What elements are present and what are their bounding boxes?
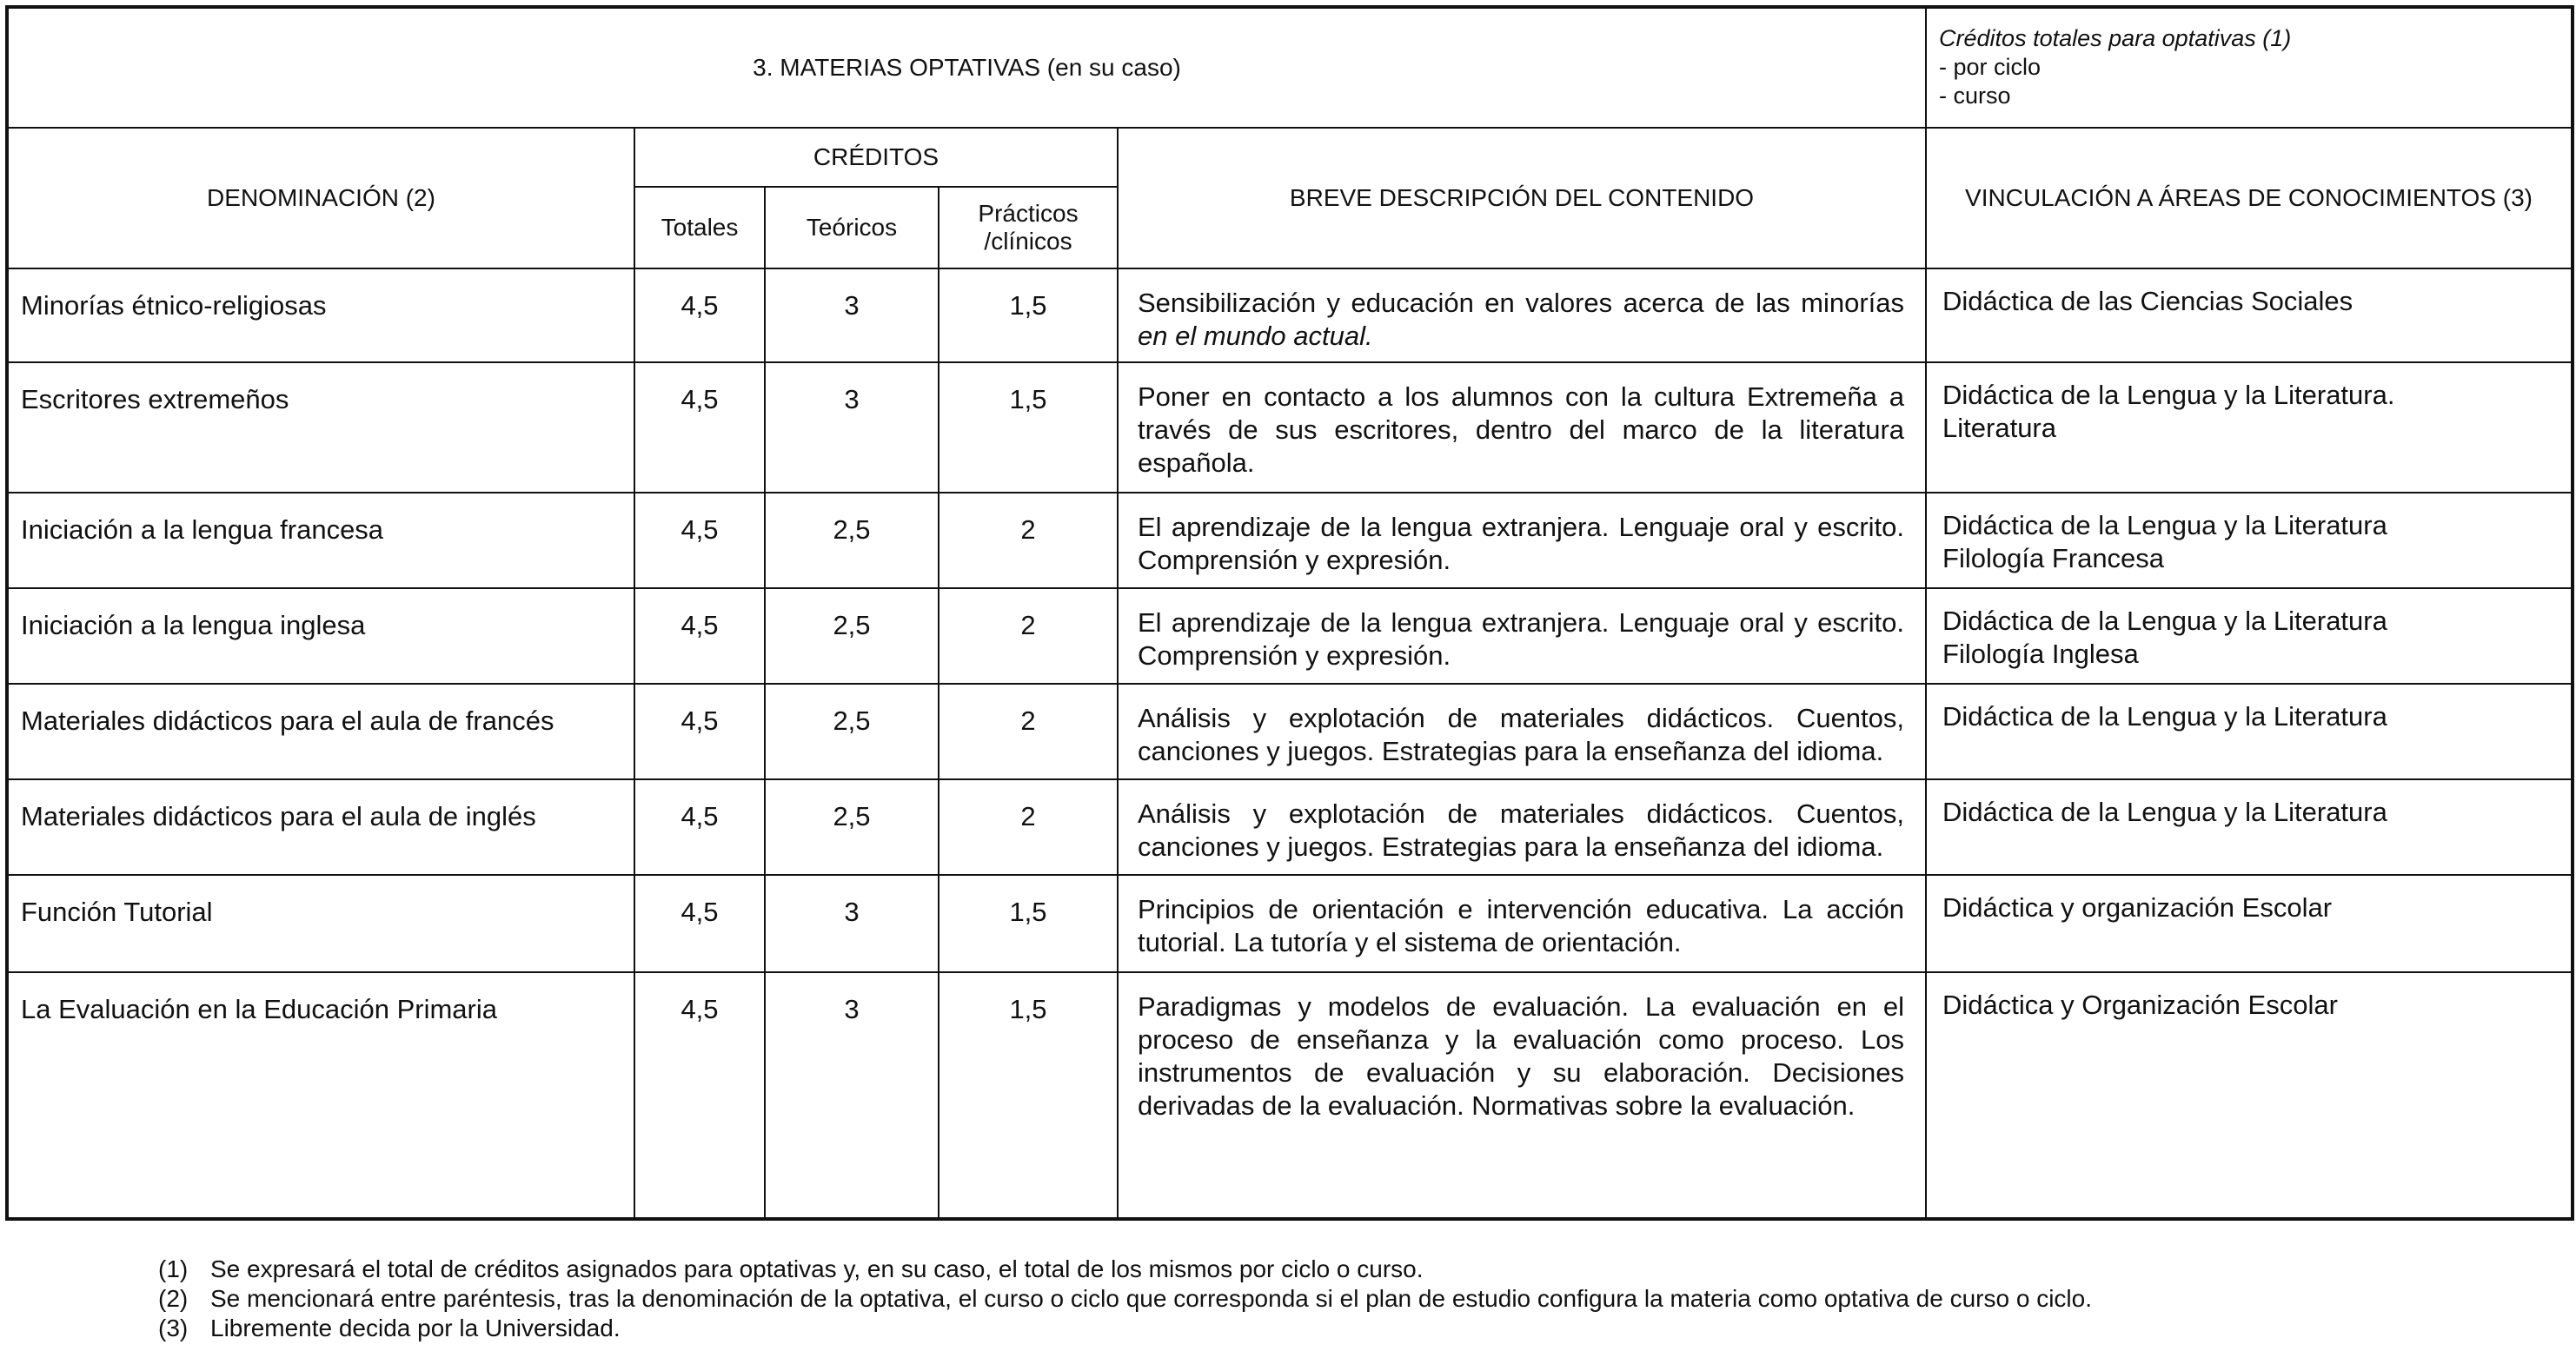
content-description (1118, 684, 1926, 779)
knowledge-area (1926, 684, 2573, 779)
credits-practicos: 2 (939, 779, 1118, 875)
table-row (7, 972, 2573, 1219)
col-creditos: CRÉDITOS (634, 128, 1118, 187)
table-row (7, 588, 2573, 684)
col-totales: Totales (634, 187, 765, 268)
credits-practicos: 1,5 (939, 972, 1118, 1219)
table-row (7, 684, 2573, 779)
knowledge-area (1926, 493, 2573, 588)
knowledge-area-line1: Didáctica de la Lengua y la Literatura. (1942, 380, 2395, 410)
content-description (1118, 493, 1926, 588)
subject-name: Iniciación a la lengua inglesa (7, 588, 634, 684)
description-text: Paradigmas y modelos de evaluación. La evaluación en el proceso de enseñanza y la evaluación como proceso. Los instrumentos de evaluación y su elaboración. Decisiones derivadas de la evaluación. Normativas sobre la evaluación. (1138, 991, 1905, 1121)
table-row (7, 779, 2573, 875)
credits-teoricos: 2,5 (765, 779, 939, 875)
knowledge-area-line1: Didáctica y Organización Escolar (1942, 990, 2338, 1020)
subject-name: Minorías étnico-religiosas (7, 268, 634, 362)
description-text: El aprendizaje de la lengua extranjera. Lenguaje oral y escrito. Comprensión y expresión. (1138, 512, 1905, 575)
footnote-text: Se expresará el total de créditos asignados para optativas y, en su caso, el total de los mismos por ciclo o curso. (210, 1255, 1424, 1282)
credits-teoricos: 3 (765, 362, 939, 493)
section-title: 3. MATERIAS OPTATIVAS (en su caso) (7, 7, 1926, 128)
content-description (1118, 972, 1926, 1219)
subject-name: Escritores extremeños (7, 362, 634, 493)
knowledge-area (1926, 875, 2573, 972)
knowledge-area-line1: Didáctica de la Lengua y la Literatura (1942, 701, 2387, 732)
knowledge-area-line2: Filología Inglesa (1942, 639, 2139, 669)
footnote-number: (1) (158, 1255, 189, 1282)
credits-practicos: 1,5 (939, 268, 1118, 362)
knowledge-area (1926, 588, 2573, 684)
credits-teoricos: 3 (765, 972, 939, 1219)
document-sheet (5, 5, 2571, 1341)
credits-box-line2: - por ciclo (1939, 54, 2042, 80)
knowledge-area (1926, 972, 2573, 1219)
description-text: El aprendizaje de la lengua extranjera. Lenguaje oral y escrito. Comprensión y expresión. (1138, 607, 1905, 671)
content-description (1118, 779, 1926, 875)
footnote (158, 1255, 2092, 1284)
knowledge-area-line1: Didáctica y organización Escolar (1942, 892, 2333, 923)
col-vinculacion: VINCULACIÓN A ÁREAS DE CONOCIMIENTOS (3) (1926, 128, 2573, 268)
table-row (7, 875, 2573, 972)
credits-totales: 4,5 (634, 268, 765, 362)
description-italic-text: en el mundo actual. (1138, 321, 1373, 351)
knowledge-area-line1: Didáctica de la Lengua y la Literatura (1942, 606, 2387, 636)
credits-teoricos: 2,5 (765, 684, 939, 779)
credits-totales: 4,5 (634, 362, 765, 493)
footnote-number: (3) (158, 1315, 189, 1341)
credits-box (1926, 7, 2573, 128)
knowledge-area-line2: Literatura (1942, 413, 2056, 443)
knowledge-area-line1: Didáctica de las Ciencias Sociales (1942, 286, 2354, 316)
subject-name: Función Tutorial (7, 875, 634, 972)
header-row-1 (7, 128, 2573, 187)
knowledge-area-line1: Didáctica de la Lengua y la Literatura (1942, 510, 2387, 540)
credits-teoricos: 3 (765, 268, 939, 362)
table-row (7, 493, 2573, 588)
subject-name: Iniciación a la lengua francesa (7, 493, 634, 588)
knowledge-area (1926, 268, 2573, 362)
credits-box-line3: - curso (1939, 83, 2011, 109)
credits-teoricos: 2,5 (765, 493, 939, 588)
knowledge-area (1926, 362, 2573, 493)
credits-box-line1: Créditos totales para optativas (1) (1939, 25, 2292, 51)
col-denominacion: DENOMINACIÓN (2) (7, 128, 634, 268)
knowledge-area-line1: Didáctica de la Lengua y la Literatura (1942, 797, 2387, 827)
footnotes (158, 1255, 2092, 1343)
footnote (158, 1314, 2092, 1343)
col-practicos-line1: Prácticos (978, 200, 1079, 227)
table-row (7, 362, 2573, 493)
credits-teoricos: 2,5 (765, 588, 939, 684)
content-description (1118, 588, 1926, 684)
credits-totales: 4,5 (634, 588, 765, 684)
col-descripcion: BREVE DESCRIPCIÓN DEL CONTENIDO (1118, 128, 1926, 268)
credits-totales: 4,5 (634, 493, 765, 588)
description-text: Principios de orientación e intervención educativa. La acción tutorial. La tutoría y el sistema de orientación. (1138, 894, 1905, 957)
knowledge-area (1926, 779, 2573, 875)
content-description (1118, 875, 1926, 972)
col-teoricos: Teóricos (765, 187, 939, 268)
credits-totales: 4,5 (634, 684, 765, 779)
col-practicos-line2: /clínicos (984, 228, 1072, 255)
subject-name: Materiales didácticos para el aula de inglés (7, 779, 634, 875)
footnote-number: (2) (158, 1285, 189, 1312)
credits-totales: 4,5 (634, 972, 765, 1219)
credits-teoricos: 3 (765, 875, 939, 972)
footnote (158, 1284, 2092, 1314)
table-row (7, 268, 2573, 362)
footnote-text: Libremente decida por la Universidad. (210, 1315, 621, 1341)
credits-practicos: 2 (939, 588, 1118, 684)
knowledge-area-line2: Filología Francesa (1942, 543, 2165, 573)
col-practicos (939, 187, 1118, 268)
credits-practicos: 2 (939, 684, 1118, 779)
description-text: Poner en contacto a los alumnos con la cultura Extremeña a través de sus escritores, dentro del marco de la literatura española. (1138, 381, 1905, 478)
description-text: Análisis y explotación de materiales didácticos. Cuentos, canciones y juegos. Estrategias para la enseñanza del idioma. (1138, 703, 1905, 766)
subject-name: La Evaluación en la Educación Primaria (7, 972, 634, 1219)
credits-totales: 4,5 (634, 875, 765, 972)
content-description (1118, 268, 1926, 362)
description-text: Sensibilización y educación en valores acerca de las minorías (1138, 288, 1905, 318)
footnote-text: Se mencionará entre paréntesis, tras la denominación de la optativa, el curso o ciclo que corresponda si el plan de estudio configura la materia como optativa de curso o ciclo. (210, 1285, 2092, 1312)
subject-name: Materiales didácticos para el aula de francés (7, 684, 634, 779)
credits-practicos: 2 (939, 493, 1118, 588)
credits-totales: 4,5 (634, 779, 765, 875)
credits-practicos: 1,5 (939, 362, 1118, 493)
credits-practicos: 1,5 (939, 875, 1118, 972)
title-row (7, 7, 2573, 128)
optional-subjects-table (5, 5, 2574, 1221)
description-text: Análisis y explotación de materiales didácticos. Cuentos, canciones y juegos. Estrategias para la enseñanza del idioma. (1138, 798, 1905, 862)
content-description (1118, 362, 1926, 493)
